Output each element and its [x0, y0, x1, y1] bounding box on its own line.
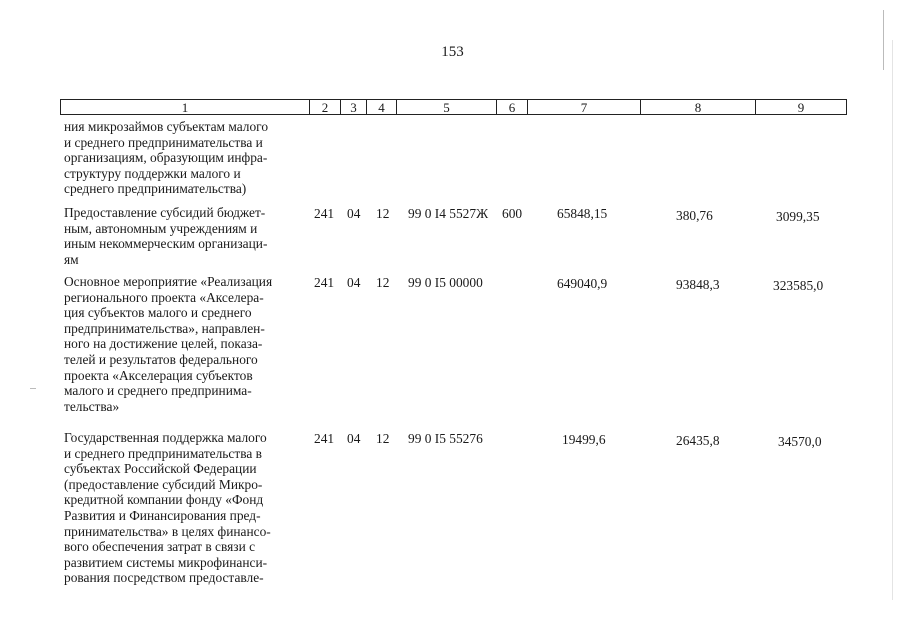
description-line: малого и среднего предпринима- [64, 383, 252, 399]
cell-col-4: 12 [376, 206, 390, 221]
row-description [64, 274, 304, 414]
header-col-7: 7 [527, 99, 640, 115]
header-col-6: 6 [496, 99, 527, 115]
description-line: (предоставление субсидий Микро- [64, 476, 263, 492]
cell-col-5: 99 0 I4 5527Ж [408, 206, 489, 221]
description-line: кредитной компании фонду «Фонд [64, 492, 264, 508]
header-col-4: 4 [366, 99, 396, 115]
description-line: вого обеспечения затрат в связи с [64, 539, 256, 555]
scan-edge-mark [883, 10, 884, 70]
description-line: структуру поддержки малого и [64, 165, 241, 181]
cell-col-2: 241 [314, 275, 335, 290]
header-col-8: 8 [640, 99, 755, 115]
page-number: 153 [441, 44, 464, 60]
cell-col-2: 241 [314, 206, 335, 221]
cell-col-8: 26435,8 [676, 433, 720, 448]
cell-col-4: 12 [376, 431, 390, 446]
description-line: и среднего предпринимательства и [64, 134, 263, 150]
header-col-1: 1 [60, 99, 309, 115]
header-col-3: 3 [340, 99, 366, 115]
row-description [64, 430, 304, 586]
cell-col-3: 04 [347, 431, 361, 446]
description-line: развитием системы микрофинанси- [64, 554, 268, 570]
description-line: ния микрозаймов субъектам малого [64, 119, 269, 134]
scan-edge-mark [30, 388, 36, 389]
description-line: Основное мероприятие «Реализация [64, 274, 273, 289]
description-line: ция субъектов малого и среднего [64, 305, 252, 321]
cell-col-9: 323585,0 [773, 278, 824, 293]
description-line: ным, автономным учреждениям и [64, 220, 258, 236]
row-description [64, 205, 304, 267]
description-line: и среднего предпринимательства в [64, 445, 262, 461]
cell-col-6: 600 [502, 206, 523, 221]
cell-col-7: 19499,6 [562, 432, 606, 447]
description-line: принимательства» в целях финансо- [64, 523, 271, 539]
description-line: телей и результатов федерального [64, 351, 258, 367]
description-line: рования посредством предоставле- [64, 570, 264, 586]
table-header [60, 99, 847, 115]
cell-col-9: 3099,35 [776, 209, 820, 224]
description-line: иным некоммерческим организаци- [64, 236, 268, 252]
header-col-9: 9 [755, 99, 847, 115]
description-line: субъектах Российской Федерации [64, 461, 257, 477]
description-line: ям [64, 251, 79, 267]
description-line: Государственная поддержка малого [64, 430, 267, 445]
scan-edge-mark [892, 40, 893, 600]
description-line: организациям, образующим инфра- [64, 150, 268, 166]
header-col-5: 5 [396, 99, 496, 115]
cell-col-9: 34570,0 [778, 434, 822, 449]
description-line: Развития и Финансирования пред- [64, 507, 261, 523]
description-line: проекта «Акселерация субъектов [64, 367, 253, 383]
cell-col-7: 65848,15 [557, 206, 608, 221]
header-col-2: 2 [309, 99, 340, 115]
description-line: ного на достижение целей, показа- [64, 336, 263, 352]
cell-col-3: 04 [347, 275, 361, 290]
description-line: тельства» [64, 398, 120, 414]
cell-col-3: 04 [347, 206, 361, 221]
description-line: среднего предпринимательства) [64, 181, 247, 197]
description-line: регионального проекта «Акселера- [64, 289, 264, 305]
cell-col-7: 649040,9 [557, 276, 608, 291]
cell-col-5: 99 0 I5 00000 [408, 275, 483, 290]
cell-col-8: 380,76 [676, 208, 713, 223]
cell-col-8: 93848,3 [676, 277, 720, 292]
description-line: Предоставление субсидий бюджет- [64, 205, 266, 220]
cell-col-4: 12 [376, 275, 390, 290]
cell-col-2: 241 [314, 431, 335, 446]
cell-col-5: 99 0 I5 55276 [408, 431, 483, 446]
description-line: предпринимательства», направлен- [64, 320, 265, 336]
row-description [64, 119, 304, 197]
